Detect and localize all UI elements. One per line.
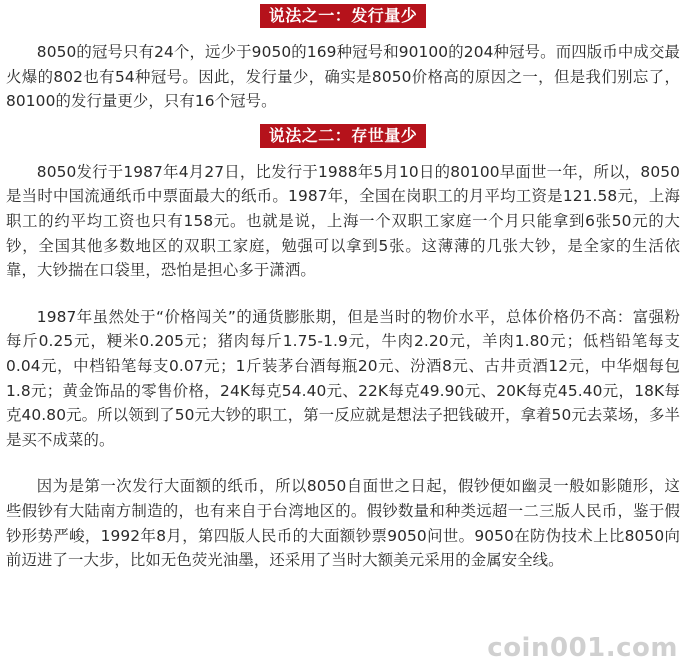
section-2-paragraph-2: 1987年虽然处于“价格闯关”的通货膨胀期，但是当时的物价水平，总体价格仍不高：富强粉每斤0.25元，粳米0.205元；猪肉每斤1.75-1.9元，牛肉2.20元，羊肉1.80元；低档铅笔每支0.04元，中档铅笔每支0.07元；1斤装茅台酒每瓶20元、汾酒8元、古井贡酒12元，中华烟每包1.8元；黄金饰品的零售价格，24K每克54.40元、22K每克49.90元、20K每克45.40元，18K每克40.80元。所以领到了50元大钞的职工，第一反应就是想法子把钱破开，拿着50元去菜场，多半是买不成菜的。 bbox=[6, 307, 680, 449]
section-2-paragraph-3: 因为是第一次发行大面额的纸币，所以8050自面世之日起，假钞便如幽灵一般如影随形，这些假钞有大陆南方制造的，也有来自于台湾地区的。假钞数量和种类远超一二三版人民币，鉴于假钞形势严峻，1992年8月，第四版人民币的大面额钞票9050问世。9050在防伪技术上比8050向前迈进了一大步，比如无色荧光油墨，还采用了当时大额美元采用的金属安全线。 bbox=[6, 477, 680, 570]
site-watermark: coin001.com bbox=[487, 633, 678, 663]
section-1-heading-wrap bbox=[0, 0, 686, 30]
section-1-paragraph: 8050的冠号只有24个，远少于9050的169种冠号和90100的204种冠号。而四版币中成交最火爆的802也有54种冠号。因此，发行量少，确实是8050价格高的原因之一，但是我们别忘了，80100的发行量更少，只有16个冠号。 bbox=[6, 43, 680, 111]
section-1-heading: 说法之一：发行量少 bbox=[260, 4, 427, 28]
section-2-heading: 说法之二：存世量少 bbox=[260, 124, 427, 148]
section-2-heading-wrap bbox=[0, 120, 686, 150]
section-2-paragraph-1: 8050发行于1987年4月27日，比发行于1988年5月10日的80100早面世一年，所以，8050是当时中国流通纸币中票面最大的纸币。1987年，全国在岗职工的月平均工资是121.58元，上海职工的约平均工资也只有158元。也就是说，上海一个双职工家庭一个月只能拿到6张50元的大钞，全国其他多数地区的双职工家庭，勉强可以拿到5张。这薄薄的几张大钞，是全家的生活依靠，大钞揣在口袋里，恐怕是担心多于潇洒。 bbox=[6, 162, 680, 280]
